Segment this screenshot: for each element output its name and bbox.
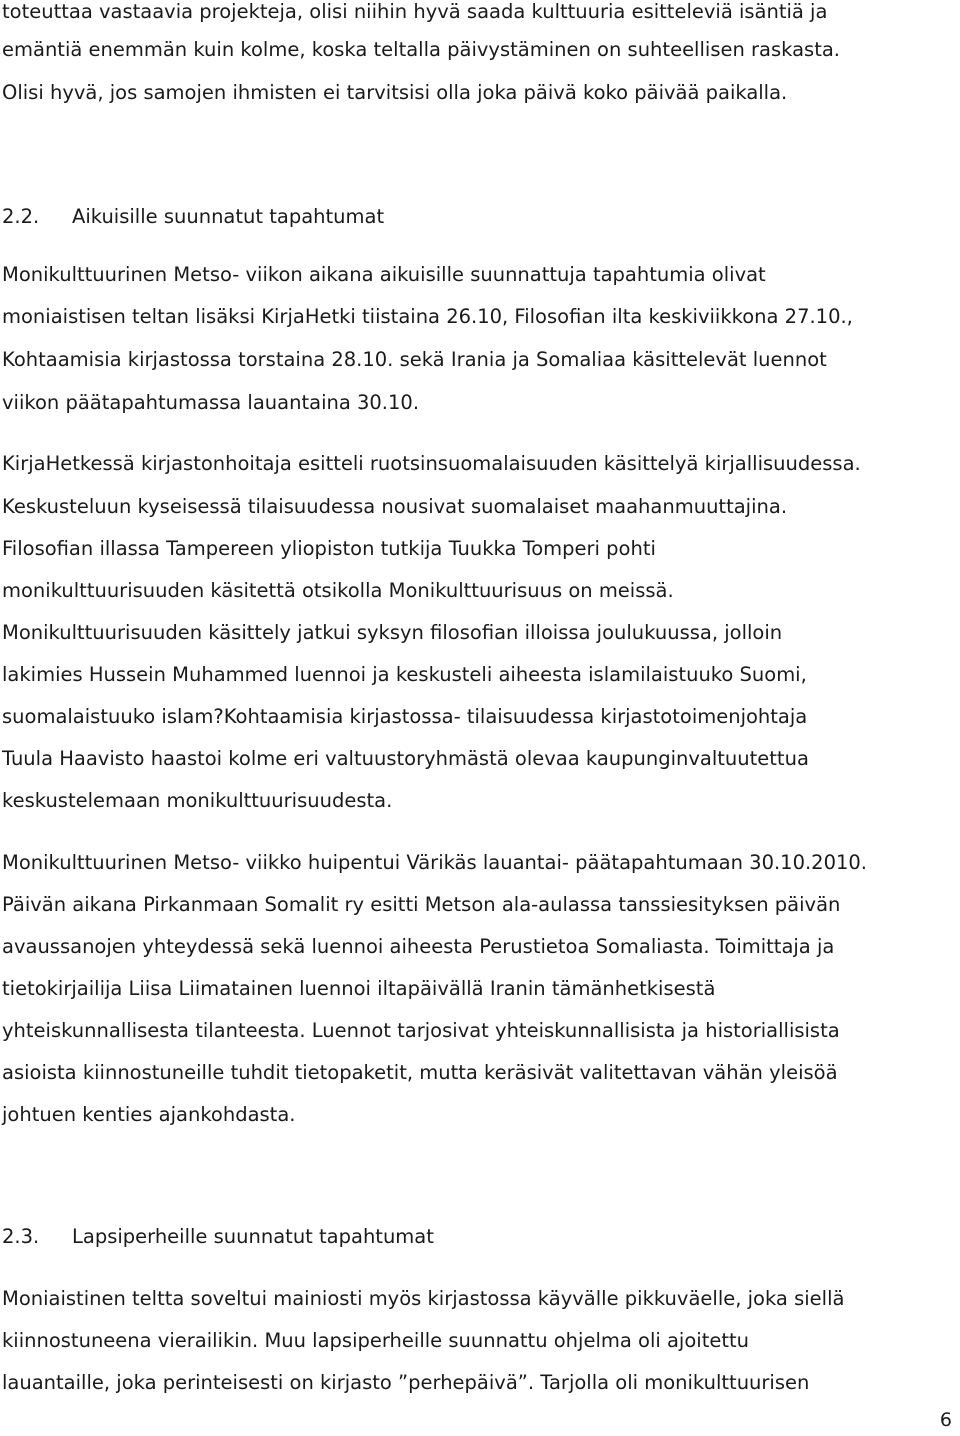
paragraph-line: Monikulttuurinen Metso- viikko huipentui Värikäs lauantai- päätapahtumaan 30.10.2010.	[2, 851, 868, 874]
paragraph-line: Moniaistinen teltta soveltui mainiosti myös kirjastossa käyvälle pikkuväelle, joka siellä	[2, 1287, 845, 1310]
paragraph-line: Kohtaamisia kirjastossa torstaina 28.10. sekä Irania ja Somaliaa käsittelevät luennot	[2, 348, 827, 371]
paragraph-line: yhteiskunnallisesta tilanteesta. Luennot tarjosivat yhteiskunnallisista ja historiallisista	[2, 1019, 840, 1042]
section-heading-2-3	[2, 1225, 434, 1249]
paragraph-line: Monikulttuurisuuden käsittely jatkui syksyn filosofian illoissa joulukuussa, jolloin	[2, 621, 783, 644]
page-number: 6	[939, 1409, 952, 1431]
paragraph-line: keskustelemaan monikulttuurisuudesta.	[2, 789, 393, 812]
paragraph-line: viikon päätapahtumassa lauantaina 30.10.	[2, 391, 420, 414]
section-number: 2.3.	[2, 1225, 40, 1248]
paragraph-line: moniaistisen teltan lisäksi KirjaHetki tiistaina 26.10, Filosofian ilta keskiviikkona 27.10.,	[2, 305, 853, 328]
paragraph-line: Päivän aikana Pirkanmaan Somalit ry esitti Metson ala-aulassa tanssiesityksen päivän	[2, 893, 841, 916]
paragraph-line: asioista kiinnostuneille tuhdit tietopaketit, mutta keräsivät valitettavan vähän yleisöä	[2, 1061, 838, 1084]
paragraph-line: kiinnostuneena vierailikin. Muu lapsiperheille suunnattu ohjelma oli ajoitettu	[2, 1329, 749, 1352]
paragraph-line: KirjaHetkessä kirjastonhoitaja esitteli ruotsinsuomalaisuuden käsittelyä kirjallisuudessa.	[2, 452, 861, 475]
paragraph-line: Tuula Haavisto haastoi kolme eri valtuustoryhmästä olevaa kaupunginvaltuutettua	[2, 747, 809, 770]
section-title: Aikuisille suunnatut tapahtumat	[72, 205, 385, 228]
paragraph-line: Keskusteluun kyseisessä tilaisuudessa nousivat suomalaiset maahanmuuttajina.	[2, 495, 788, 518]
intro-line-2: emäntiä enemmän kuin kolme, koska teltalla päivystäminen on suhteellisen raskasta.	[2, 38, 841, 61]
intro-line-1: toteuttaa vastaavia projekteja, olisi niihin hyvä saada kulttuuria esitteleviä isäntiä ja	[2, 0, 828, 23]
paragraph-line: lauantaille, joka perinteisesti on kirjasto ”perhepäivä”. Tarjolla oli monikulttuurisen	[2, 1371, 810, 1394]
paragraph-line: Filosofian illassa Tampereen yliopiston tutkija Tuukka Tomperi pohti	[2, 537, 656, 560]
section-number: 2.2.	[2, 205, 40, 228]
paragraph-line: tietokirjailija Liisa Liimatainen luennoi iltapäivällä Iranin tämänhetkisestä	[2, 977, 716, 1000]
paragraph-line: Monikulttuurinen Metso- viikon aikana aikuisille suunnattuja tapahtumia olivat	[2, 263, 766, 286]
paragraph-line: lakimies Hussein Muhammed luennoi ja keskusteli aiheesta islamilaistuuko Suomi,	[2, 663, 807, 686]
paragraph-line: johtuen kenties ajankohdasta.	[2, 1103, 296, 1126]
section-title: Lapsiperheille suunnatut tapahtumat	[72, 1225, 434, 1248]
section-heading-2-2	[2, 205, 384, 229]
paragraph-line: suomalaistuuko islam?Kohtaamisia kirjastossa- tilaisuudessa kirjastotoimenjohtaja	[2, 705, 808, 728]
paragraph-line: avaussanojen yhteydessä sekä luennoi aiheesta Perustietoa Somaliasta. Toimittaja ja	[2, 935, 835, 958]
intro-line-3: Olisi hyvä, jos samojen ihmisten ei tarvitsisi olla joka päivä koko päivää paikalla.	[2, 81, 788, 104]
paragraph-line: monikulttuurisuuden käsitettä otsikolla Monikulttuurisuus on meissä.	[2, 579, 674, 602]
